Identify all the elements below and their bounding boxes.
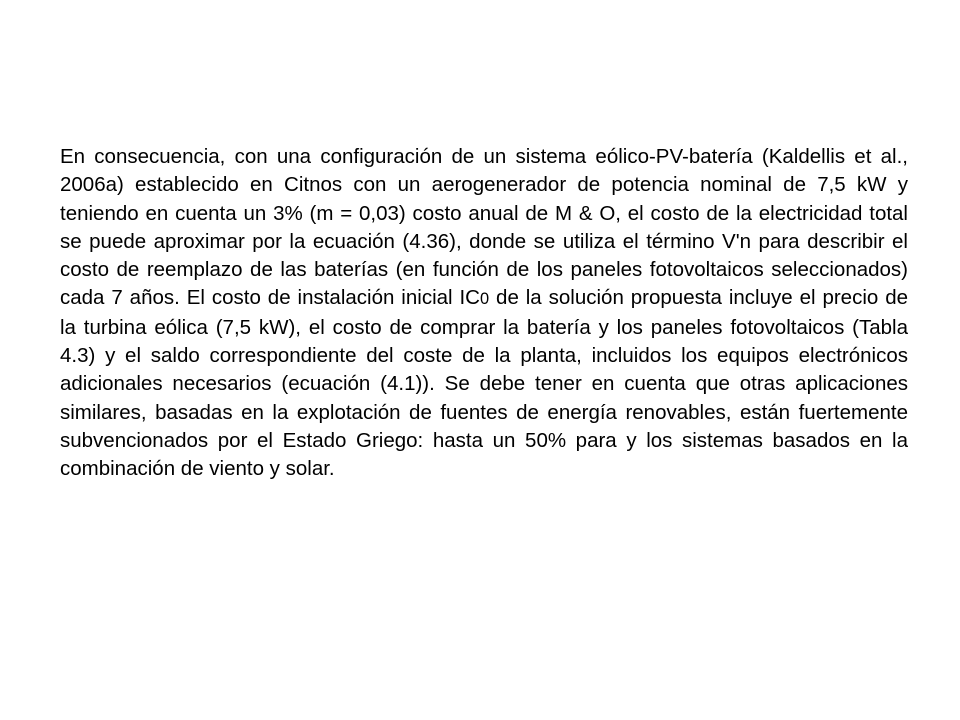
body-paragraph (60, 143, 908, 484)
paragraph-text-part2: de la solución propuesta incluye el precio de la turbina eólica (7,5 kW), el costo de comprar la batería y los paneles fotovoltaicos (Tabla 4.3) y el saldo correspondiente del coste de la planta, incluidos los equipos electrónicos adicionales necesarios (ecuación (4.1)). Se debe tener en cuenta que otras aplicaciones similares, basadas en la explotación de fuentes de energía renovables, están fuertemente subvencionados por el Estado Griego: hasta un 50% para y los sistemas basados en la combinación de viento y solar. (60, 286, 909, 481)
paragraph-text-part1: En consecuencia, con una configuración de un sistema eólico-PV-batería (Kaldellis et al., 2006a) establecido en Citnos con un aerogenerador de potencia nominal de 7,5 kW y teniendo en cuenta un 3% (m = 0,03) costo anual de M & O, el costo de la electricidad total se puede aproximar por la ecuación (4.36), donde se utiliza el término V'n para describir el costo de reemplazo de las baterías (en función de los paneles fotovoltaicos seleccionados) cada 7 años. El costo de instalación inicial IC (60, 145, 908, 310)
paragraph-subscript: 0 (480, 290, 490, 309)
